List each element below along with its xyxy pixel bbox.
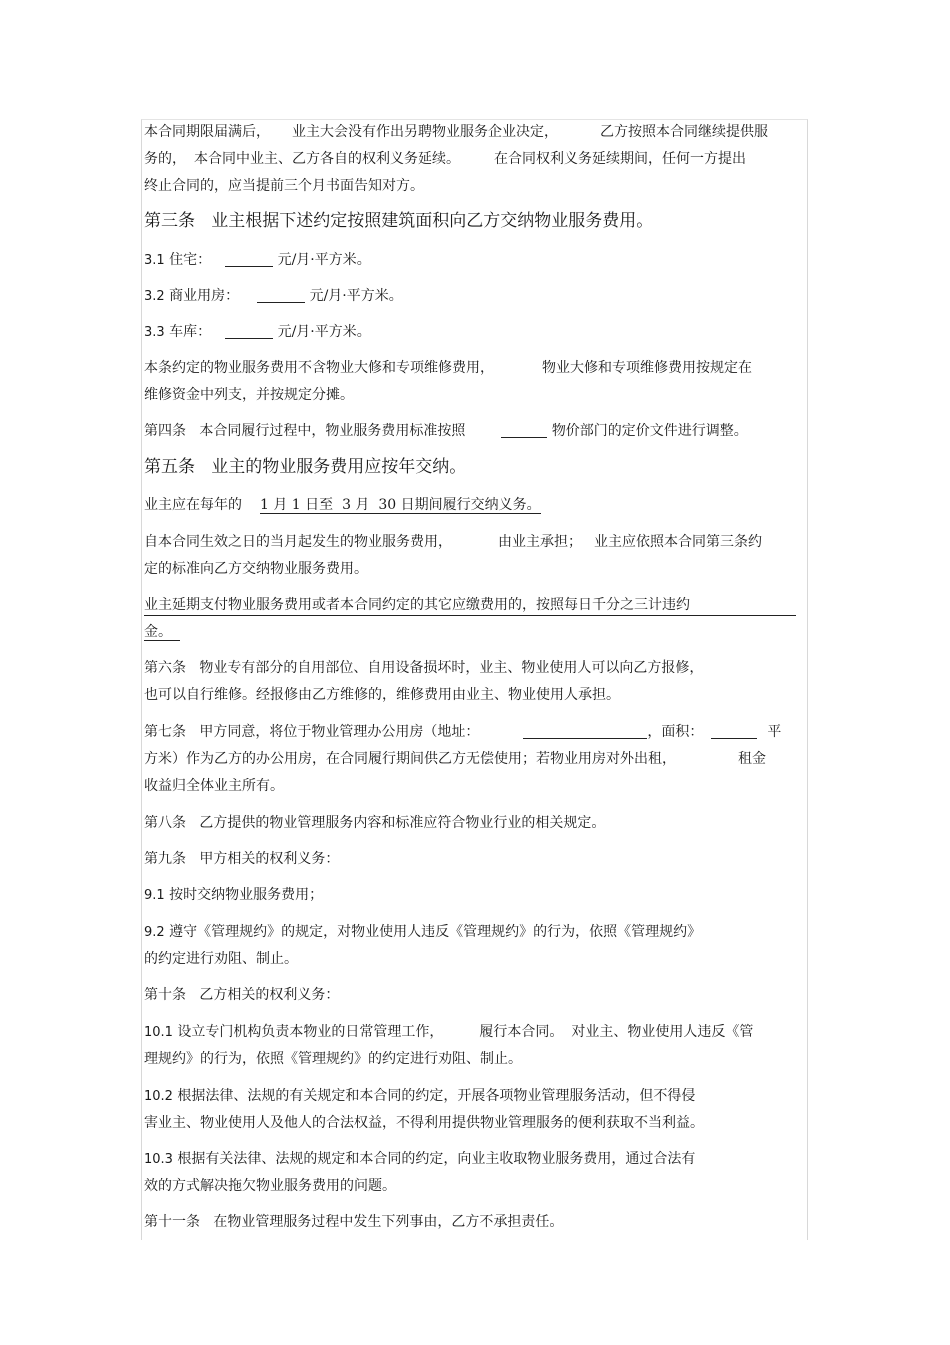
blank-field[interactable] (225, 252, 273, 267)
text-line: 9.2 遵守《管理规约》的规定，对物业使用人违反《管理规约》的行为，依照《管理规约》 (144, 924, 702, 940)
text-line: 害业主、物业使用人及他人的合法权益，不得利用提供物业管理服务的便利获取不当利益。 (144, 1115, 704, 1131)
article-7: 第七条 甲方同意，将位于物业管理办公用房（地址： ，面积： 平 (144, 724, 782, 740)
text-line: 金。 (144, 622, 180, 642)
fee-item-garage: 3.3 车库： 元/月·平方米。 (144, 324, 371, 340)
article-heading: 第三条 业主根据下述约定按照建筑面积向乙方交纳物业服务费用。 (144, 211, 654, 231)
text-line: 定的标准向乙方交纳物业服务费用。 (144, 561, 368, 577)
text-line: 方米）作为乙方的办公用房，在合同履行期间供乙方无偿使用；若物业用房对外出租， 租金 (144, 751, 766, 767)
late-payment-clause: 业主延期支付物业服务费用或者本合同约定的其它应缴费用的，按照每日千分之三计违约 (144, 595, 796, 616)
area-blank[interactable] (711, 724, 757, 739)
text-line: 终止合同的，应当提前三个月书面告知对方。 (144, 178, 424, 194)
text-line: 第九条 甲方相关的权利义务： (144, 851, 340, 867)
text-line: 9.1 按时交纳物业服务费用； (144, 887, 324, 903)
text-line: 本合同期限届满后， 业主大会没有作出另聘物业服务企业决定， 乙方按照本合同继续提供服 (144, 124, 768, 140)
text-line: 效的方式解决拖欠物业服务费用的问题。 (144, 1178, 396, 1194)
text-line: 理规约》的行为，依照《管理规约》的约定进行劝阻、制止。 (144, 1051, 522, 1067)
blank-field[interactable] (501, 423, 547, 438)
fee-item-commercial: 3.2 商业用房： 元/月·平方米。 (144, 288, 403, 304)
article-4: 第四条 本合同履行过程中，物业服务费用标准按照 物价部门的定价文件进行调整。 (144, 423, 748, 439)
text-line: 也可以自行维修。经报修由乙方维修的，维修费用由业主、物业使用人承担。 (144, 687, 620, 703)
text-line: 第十条 乙方相关的权利义务： (144, 987, 340, 1003)
blank-field[interactable] (225, 324, 273, 339)
text-line: 第六条 物业专有部分的自用部位、自用设备损坏时，业主、物业使用人可以向乙方报修， (144, 660, 704, 676)
article-heading: 第五条 业主的物业服务费用应按年交纳。 (144, 457, 467, 477)
text-line: 10.2 根据法律、法规的有关规定和本合同的约定，开展各项物业管理服务活动，但不得侵 (144, 1088, 696, 1104)
payment-period: 业主应在每年的 1 月 1 日至 3 月 30 日期间履行交纳义务。 (144, 497, 541, 513)
text-line: 10.3 根据有关法律、法规的规定和本合同的约定，向业主收取物业服务费用，通过合法有 (144, 1151, 696, 1167)
text-line: 务的， 本合同中业主、乙方各自的权利义务延续。 在合同权利义务延续期间，任何一方提出 (144, 151, 746, 167)
text-line: 收益归全体业主所有。 (144, 778, 284, 794)
text-line: 的约定进行劝阻、制止。 (144, 951, 298, 967)
text-line: 本条约定的物业服务费用不含物业大修和专项维修费用， 物业大修和专项维修费用按规定在 (144, 360, 752, 376)
text-line: 第八条 乙方提供的物业管理服务内容和标准应符合物业行业的相关规定。 (144, 815, 606, 831)
blank-field[interactable] (257, 288, 305, 303)
address-blank[interactable] (523, 724, 647, 739)
text-line: 维修资金中列支，并按规定分摊。 (144, 387, 354, 403)
text-line: 10.1 设立专门机构负责本物业的日常管理工作， 履行本合同。 对业主、物业使用人违反《管 (144, 1024, 754, 1040)
text-line: 自本合同生效之日的当月起发生的物业服务费用， 由业主承担； 业主应依照本合同第三条约 (144, 534, 762, 550)
fee-item-residential: 3.1 住宅： 元/月·平方米。 (144, 252, 371, 268)
text-line: 第十一条 在物业管理服务过程中发生下列事由，乙方不承担责任。 (144, 1214, 564, 1230)
